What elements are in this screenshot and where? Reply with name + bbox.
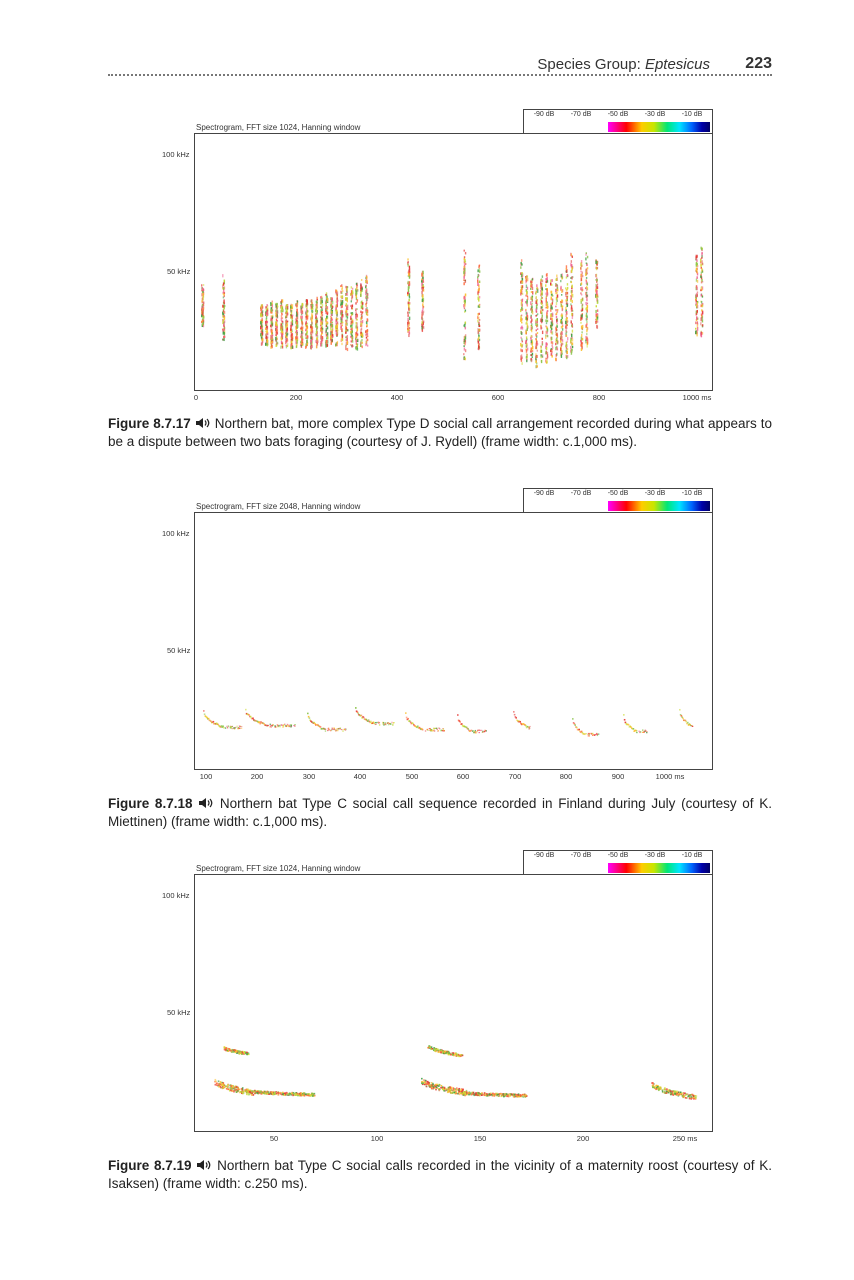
spectrogram-canvas: [195, 134, 712, 390]
legend-tick: -90 dB: [533, 111, 555, 118]
x-axis-label: 0: [193, 393, 199, 402]
y-axis-label: 100 kHz: [162, 891, 190, 900]
legend-tick: -90 dB: [533, 852, 555, 859]
legend-tick: -70 dB: [570, 111, 592, 118]
caption-figure-number: Figure 8.7.19: [108, 1158, 192, 1173]
legend-tick: -30 dB: [644, 852, 666, 859]
speaker-icon[interactable]: [195, 417, 211, 429]
x-axis-label: 800: [592, 393, 606, 402]
x-axis-label: 400: [390, 393, 404, 402]
legend-tick: -30 dB: [644, 490, 666, 497]
y-axis-label: 50 kHz: [167, 267, 191, 276]
x-axis-label: 200: [289, 393, 303, 402]
x-axis-label: 700: [508, 772, 522, 781]
x-axis-label: 500: [405, 772, 419, 781]
page-number: 223: [745, 55, 772, 72]
legend-gradient: [608, 501, 710, 511]
x-axis-label: 400: [353, 772, 367, 781]
spectrogram-plot: [194, 133, 713, 391]
legend-tick: -50 dB: [607, 111, 629, 118]
x-axis-label: 1000 ms: [682, 393, 712, 402]
db-color-legend: [523, 109, 713, 135]
x-axis-label: 100: [199, 772, 213, 781]
x-axis-label: 600: [456, 772, 470, 781]
legend-tick: -10 dB: [681, 852, 703, 859]
spectrogram-canvas: [195, 513, 712, 769]
x-axis-label: 200: [576, 1134, 590, 1143]
y-axis-label: 100 kHz: [162, 150, 190, 159]
x-axis-label: 300: [302, 772, 316, 781]
x-axis-label: 900: [611, 772, 625, 781]
spectrogram-settings-label: Spectrogram, FFT size 1024, Hanning window: [196, 123, 361, 132]
speaker-icon[interactable]: [198, 797, 214, 809]
caption-text: Northern bat Type C social call sequence recorded in Finland during July (courtesy of K. Miettinen) (frame width: c.1,000 ms).: [108, 796, 772, 829]
figure-caption: [108, 795, 772, 831]
x-axis-label: 50: [269, 1134, 279, 1143]
x-axis-label: 150: [473, 1134, 487, 1143]
x-axis-label: 800: [559, 772, 573, 781]
running-title-prefix: Species Group:: [537, 56, 645, 73]
running-title-genus: Eptesicus: [644, 56, 710, 73]
figure-caption: [108, 415, 772, 451]
x-axis-label: 600: [491, 393, 505, 402]
legend-tick: -90 dB: [533, 490, 555, 497]
spectrogram-canvas: [195, 875, 712, 1131]
legend-tick: -50 dB: [607, 852, 629, 859]
y-axis-label: 50 kHz: [167, 1008, 191, 1017]
x-axis-label: 200: [250, 772, 264, 781]
caption-figure-number: Figure 8.7.17: [108, 416, 191, 431]
running-header: [108, 54, 772, 76]
running-title: [537, 56, 710, 73]
caption-figure-number: Figure 8.7.18: [108, 796, 193, 811]
x-axis-label: 250 ms: [672, 1134, 698, 1143]
spectrogram-settings-label: Spectrogram, FFT size 2048, Hanning window: [196, 502, 361, 511]
legend-tick: -70 dB: [570, 490, 592, 497]
legend-tick: -70 dB: [570, 852, 592, 859]
legend-tick: -30 dB: [644, 111, 666, 118]
legend-gradient: [608, 122, 710, 132]
spectrogram-settings-label: Spectrogram, FFT size 1024, Hanning window: [196, 864, 361, 873]
db-color-legend: [523, 488, 713, 514]
y-axis-label: 100 kHz: [162, 529, 190, 538]
figure-caption: [108, 1157, 772, 1193]
spectrogram-plot: [194, 874, 713, 1132]
caption-text: Northern bat, more complex Type D social call arrangement recorded during what appears to be a dispute between two bats foraging (courtesy of J. Rydell) (frame width: c.1,000 ms).: [108, 416, 772, 449]
legend-tick: -10 dB: [681, 490, 703, 497]
db-color-legend: [523, 850, 713, 876]
x-axis-label: 1000 ms: [655, 772, 685, 781]
header-dotted-rule: [108, 74, 772, 76]
legend-tick: -50 dB: [607, 490, 629, 497]
legend-gradient: [608, 863, 710, 873]
legend-tick: -10 dB: [681, 111, 703, 118]
x-axis-label: 100: [370, 1134, 384, 1143]
y-axis-label: 50 kHz: [167, 646, 191, 655]
caption-text: Northern bat Type C social calls recorded in the vicinity of a maternity roost (courtesy of K. Isaksen) (frame width: c.250 ms).: [108, 1158, 772, 1191]
speaker-icon[interactable]: [196, 1159, 212, 1171]
spectrogram-plot: [194, 512, 713, 770]
